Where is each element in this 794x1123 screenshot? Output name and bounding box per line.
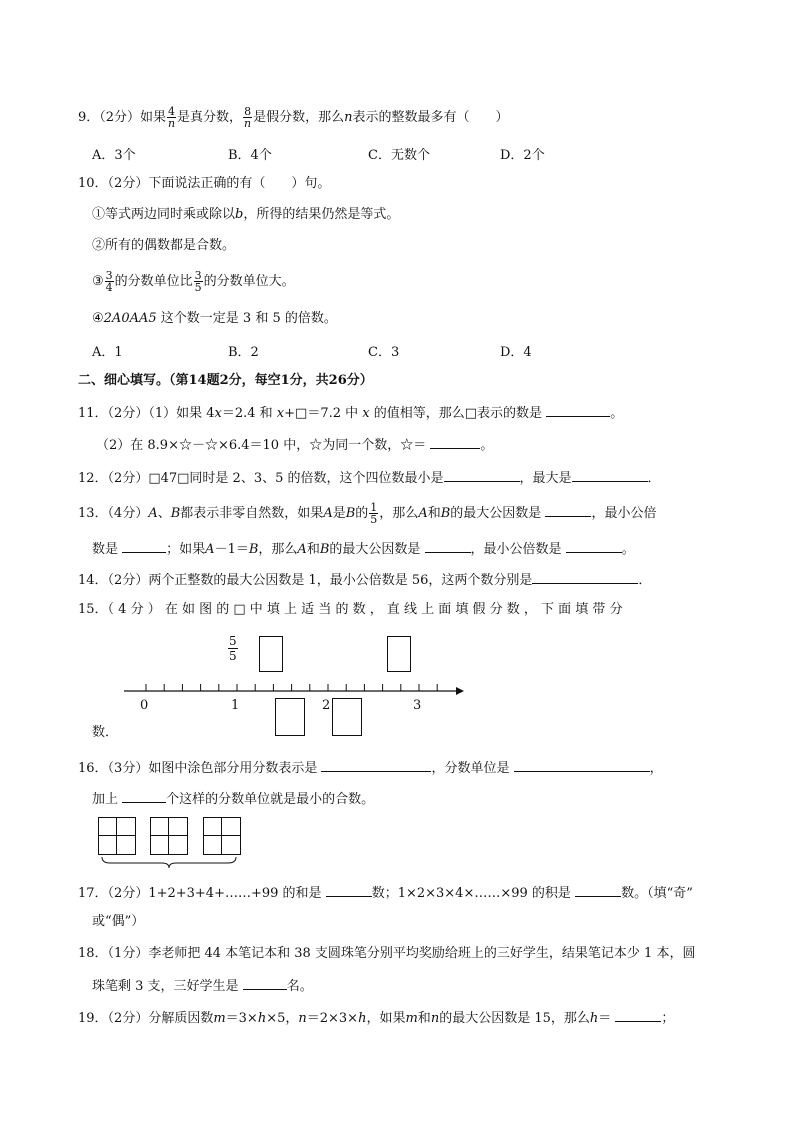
q10-s1-b: ，所得的结果仍然是等式。 bbox=[243, 207, 400, 222]
q15-tick-label-3: 3 bbox=[413, 698, 422, 713]
q10-s3-b: 的分数单位比 bbox=[114, 274, 193, 289]
q18-line-1: 18．（1分）李老师把 44 本笔记本和 38 支圆珠笔分别平均奖励给班上的三好学生，结果笔记本少 1 本，圆 bbox=[78, 946, 696, 961]
q19-b: ＝3× bbox=[225, 1011, 258, 1026]
q9-suffix: 表示的整数最多有（ ） bbox=[352, 110, 509, 125]
q18-blank[interactable] bbox=[243, 976, 287, 990]
q9-option-c[interactable]: C．无数个 bbox=[368, 148, 430, 163]
q13-b: 都表示非零自然数，如果 bbox=[180, 506, 324, 521]
q13-l2-g: ，最小公倍数是 bbox=[470, 542, 562, 557]
q11-line-2 bbox=[96, 435, 493, 455]
q9-frac2-num: 8 bbox=[244, 105, 252, 118]
q19-a: 19．（2分）分解质因数 bbox=[78, 1011, 214, 1026]
q15-improper-fraction bbox=[228, 634, 238, 663]
q13-var-a1: A bbox=[148, 506, 158, 521]
q13-blank-gcd-2[interactable] bbox=[425, 539, 471, 553]
q19-var-h2: h bbox=[358, 1011, 367, 1026]
q10-statement-3 bbox=[92, 270, 295, 293]
q13-l2-f: 的最大公因数是 bbox=[329, 542, 421, 557]
q19-f: 和 bbox=[417, 1011, 431, 1026]
q10-s3-f2-den: 5 bbox=[194, 281, 202, 294]
q19-var-h1: h bbox=[257, 1011, 267, 1026]
q13-var-b4: B bbox=[248, 542, 259, 557]
q10-s4-num: 2A0AA5 bbox=[103, 311, 157, 326]
q9-stem bbox=[78, 106, 508, 129]
q10-s3-c: 的分数单位大。 bbox=[203, 274, 295, 289]
q9-frac1-num: 4 bbox=[168, 105, 176, 118]
q18-l2-a: 珠笔剩 3 支，三好学生是 bbox=[92, 979, 239, 994]
q11-line-1 bbox=[78, 403, 623, 423]
q14-line bbox=[78, 570, 651, 590]
q17-a: 17．（2分）1+2+3+4+……+99 的和是 bbox=[78, 886, 322, 901]
q10-statement-4 bbox=[92, 310, 337, 328]
q10-s4-b: 这个数一定是 3 和 5 的倍数。 bbox=[160, 311, 337, 326]
q13-var-b1: B bbox=[170, 506, 181, 521]
q13-frac-num: 1 bbox=[370, 501, 378, 514]
q12-b: ，最大是 bbox=[519, 471, 572, 486]
q16-line-2 bbox=[92, 789, 374, 809]
q15-frac-num: 5 bbox=[229, 634, 237, 648]
q14-end: ． bbox=[638, 573, 652, 588]
q11-l1-a: 11．（2分）（1）如果 4 bbox=[78, 406, 215, 421]
q11-l1-end: 。 bbox=[610, 406, 624, 421]
q17-line-2: 或“偶”） bbox=[92, 914, 145, 929]
q13-l2-b: ；如果 bbox=[166, 542, 206, 557]
q10-s1-var: b bbox=[235, 207, 244, 222]
q19-i: ＝ bbox=[598, 1011, 612, 1026]
q16-blank-count[interactable] bbox=[122, 789, 166, 803]
q17-c: 数。（填“奇” bbox=[621, 886, 693, 901]
q11-l2-end: 。 bbox=[480, 438, 494, 453]
q10-option-a[interactable]: A．1 bbox=[92, 345, 123, 360]
q15-answer-box-bottom-1[interactable] bbox=[275, 698, 305, 736]
q13-h: ，最小公倍 bbox=[591, 506, 657, 521]
q10-s3-f1-num: 3 bbox=[105, 269, 113, 282]
q15-answer-box-top-1[interactable] bbox=[259, 636, 283, 672]
q11-var-x2: x bbox=[276, 406, 285, 421]
q16-brace bbox=[100, 856, 240, 870]
q10-s3-f1-den: 4 bbox=[105, 281, 113, 294]
q13-var-b2: B bbox=[345, 506, 356, 521]
q12-end: ． bbox=[647, 471, 661, 486]
q11-l1-b: ＝2.4 和 bbox=[221, 406, 273, 421]
q12-a: 12．（2分）□47□同时是 2、3、5 的倍数，这个四位数最小是 bbox=[78, 471, 444, 486]
q17-blank-product[interactable] bbox=[575, 883, 621, 897]
q19-var-m2: m bbox=[405, 1011, 418, 1026]
q16-blank-fraction[interactable] bbox=[321, 758, 431, 772]
q9-prefix: 9．（2分）如果 bbox=[78, 110, 167, 125]
q15-line-2: 数． bbox=[92, 725, 119, 740]
q11-var-x3: x bbox=[362, 406, 370, 421]
q19-blank[interactable] bbox=[615, 1008, 661, 1022]
q15-line-1: 15．（ 4 分 ） 在 如 图 的 □ 中 填 上 适 当 的 数 ， 直 线 上 面 填 假 分 数 ， 下 面 填 带 分 bbox=[78, 602, 623, 617]
q15-number-line bbox=[120, 680, 466, 700]
q13-e: ，那么 bbox=[379, 506, 419, 521]
q16-l2-b: 个这样的分数单位就是最小的合数。 bbox=[166, 792, 375, 807]
q9-var: n bbox=[344, 110, 353, 125]
q13-l2-end: 。 bbox=[621, 542, 635, 557]
q18-line-2 bbox=[92, 976, 313, 996]
number-line-arrow bbox=[456, 687, 464, 695]
q15-answer-box-bottom-2[interactable] bbox=[332, 698, 362, 736]
q10-option-c[interactable]: C．3 bbox=[368, 345, 400, 360]
q16-b: ，分数单位是 bbox=[431, 761, 510, 776]
q10-statement-2: ②所有的偶数都是合数。 bbox=[92, 238, 236, 253]
q14-blank[interactable] bbox=[532, 570, 638, 584]
number-line-ticks bbox=[146, 684, 437, 691]
q19-var-h3: h bbox=[589, 1011, 599, 1026]
q13-l2-a: 数是 bbox=[92, 542, 119, 557]
q19-e: ，如果 bbox=[366, 1011, 406, 1026]
q10-s3-f2-num: 3 bbox=[194, 269, 202, 282]
q11-l1-d: 的值相等，那么□表示的数是 bbox=[373, 406, 543, 421]
q13-l2-c: －1＝ bbox=[214, 542, 249, 557]
q9-frac2 bbox=[243, 106, 252, 129]
q16-grid-square-1 bbox=[98, 817, 136, 855]
q13-var-a3: A bbox=[418, 506, 428, 521]
q17-blank-sum[interactable] bbox=[326, 883, 372, 897]
q13-sep1: 、 bbox=[157, 506, 171, 521]
q13-var-b5: B bbox=[319, 542, 330, 557]
q15-tick-label-1: 1 bbox=[231, 698, 240, 713]
q19-d: ＝2×3× bbox=[306, 1011, 359, 1026]
q9-option-a[interactable]: A．3个 bbox=[92, 148, 136, 163]
q18-l2-b: 名。 bbox=[286, 979, 313, 994]
q19-end: ； bbox=[661, 1011, 675, 1026]
q10-s1-a: ①等式两边同时乘或除以 bbox=[92, 207, 236, 222]
q13-l2-d: ，那么 bbox=[258, 542, 298, 557]
q16-a: 16．（3分）如图中涂色部分用分数表示是 bbox=[78, 761, 318, 776]
q12-blank-min[interactable] bbox=[444, 468, 520, 482]
q19-g: 的最大公因数是 15，那么 bbox=[439, 1011, 590, 1026]
q15-tick-label-2: 2 bbox=[322, 698, 331, 713]
q9-frac2-den: n bbox=[244, 117, 252, 130]
q11-l1-c: +□＝7.2 中 bbox=[284, 406, 359, 421]
q19-c: ×5， bbox=[266, 1011, 299, 1026]
q13-var-a4: A bbox=[205, 542, 215, 557]
q11-blank-2[interactable] bbox=[430, 435, 480, 449]
q9-frac1-den: n bbox=[168, 117, 176, 130]
q16-l2-a: 加上 bbox=[92, 792, 119, 807]
q17-line-1 bbox=[78, 883, 693, 903]
q11-blank-1[interactable] bbox=[546, 403, 610, 417]
q16-blank-unit[interactable] bbox=[514, 758, 650, 772]
q10-s3-frac2 bbox=[194, 270, 203, 293]
q13-d: 的 bbox=[355, 506, 369, 521]
q11-l2-a: （2）在 8.9×☆－☆×6.4＝10 中，☆为同一个数，☆＝ bbox=[96, 438, 427, 453]
q10-stem: 10．（2分）下面说法正确的有（ ）句。 bbox=[78, 176, 331, 191]
q11-var-x1: x bbox=[214, 406, 222, 421]
q13-var-a5: A bbox=[297, 542, 307, 557]
q16-grid-square-3 bbox=[203, 817, 241, 855]
q15-tick-label-0: 0 bbox=[140, 698, 149, 713]
q10-s3-frac1 bbox=[105, 270, 114, 293]
q13-blank-lcm-2[interactable] bbox=[566, 539, 622, 553]
q12-blank-max[interactable] bbox=[572, 468, 648, 482]
q9-mid1: 是真分数， bbox=[177, 110, 243, 125]
q19-var-n2: n bbox=[430, 1011, 440, 1026]
q9-frac1 bbox=[167, 106, 176, 129]
q13-l2-e: 和 bbox=[306, 542, 320, 557]
q19-var-n1: n bbox=[298, 1011, 307, 1026]
q10-s3-a: ③ bbox=[92, 274, 104, 289]
q10-option-d[interactable]: D．4 bbox=[500, 345, 532, 360]
q17-b: 数；1×2×3×4×……×99 的积是 bbox=[371, 886, 571, 901]
q13-line-2 bbox=[92, 539, 635, 559]
q13-var-b3: B bbox=[440, 506, 451, 521]
q10-s4-a: ④ bbox=[92, 311, 104, 326]
q13-blank-lcm-1[interactable] bbox=[122, 539, 166, 553]
q9-option-d[interactable]: D．2个 bbox=[500, 148, 545, 163]
q10-option-b[interactable]: B．2 bbox=[228, 345, 259, 360]
q9-option-b[interactable]: B．4个 bbox=[228, 148, 272, 163]
q19-line bbox=[78, 1008, 674, 1028]
q13-g: 的最大公因数是 bbox=[450, 506, 542, 521]
q13-frac bbox=[369, 502, 378, 525]
q13-f: 和 bbox=[427, 506, 441, 521]
q10-statement-1 bbox=[92, 206, 399, 224]
q13-var-a2: A bbox=[323, 506, 333, 521]
section-2-heading: 二、细心填写。（第14题2分，每空1分，共26分） bbox=[78, 373, 373, 388]
q13-frac-den: 5 bbox=[370, 513, 378, 526]
q16-line-1 bbox=[78, 758, 663, 778]
q13-blank-gcd-1[interactable] bbox=[545, 503, 591, 517]
q16-c: ， bbox=[649, 761, 663, 776]
q13-a: 13．（4分） bbox=[78, 506, 149, 521]
q19-var-m1: m bbox=[213, 1011, 226, 1026]
q13-c: 是 bbox=[332, 506, 346, 521]
q9-mid2: 是假分数，那么 bbox=[253, 110, 345, 125]
q14-a: 14．（2分）两个正整数的最大公因数是 1，最小公倍数是 56，这两个数分别是 bbox=[78, 573, 533, 588]
q12-line bbox=[78, 468, 661, 488]
q15-frac-den: 5 bbox=[229, 649, 237, 663]
q15-answer-box-top-2[interactable] bbox=[387, 636, 411, 672]
q13-line-1 bbox=[78, 502, 656, 525]
q16-grid-square-2 bbox=[150, 817, 188, 855]
